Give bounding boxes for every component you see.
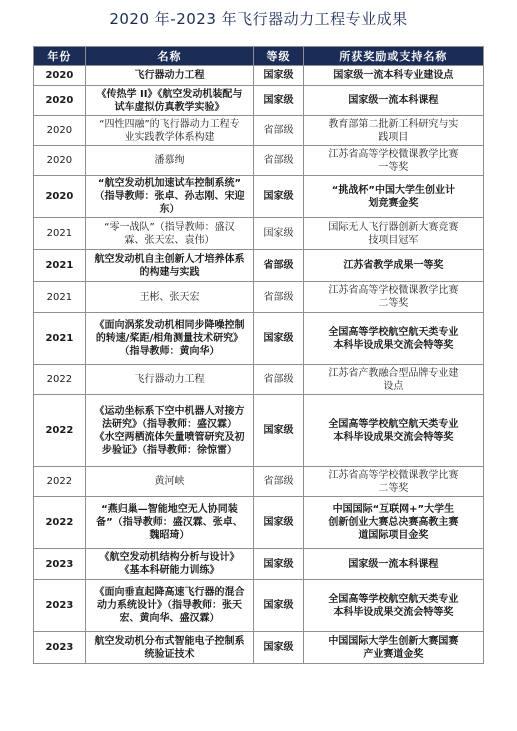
page-title: 2020 年-2023 年飞行器动力工程专业成果 bbox=[109, 10, 408, 28]
cell-name-line: 航空发动机自主创新人才培养体系 bbox=[94, 253, 245, 265]
cell-name-line: 《运动坐标系下空中机器人对接方 bbox=[94, 405, 245, 417]
cell-name-line: （指导教师：黄向华） bbox=[119, 346, 220, 357]
cell-name-line: 飞行器动力工程 bbox=[134, 374, 205, 385]
table-row bbox=[34, 250, 484, 282]
table-row bbox=[34, 580, 484, 632]
table-row bbox=[34, 176, 484, 218]
table-row bbox=[34, 467, 484, 497]
table-row bbox=[34, 86, 484, 116]
cell-name bbox=[85, 497, 253, 549]
cell-name bbox=[85, 395, 253, 467]
table-row bbox=[34, 66, 484, 86]
cell-year: 2022 bbox=[34, 395, 86, 467]
cell-award bbox=[303, 395, 483, 467]
cell-year: 2021 bbox=[34, 313, 86, 365]
cell-award-line: 本科毕设成果交流会特等奖 bbox=[333, 431, 454, 443]
cell-name bbox=[85, 365, 253, 395]
cell-award-line: 二等奖 bbox=[378, 482, 409, 494]
header-name: 名称 bbox=[85, 47, 253, 66]
table-body bbox=[34, 66, 484, 664]
header-award: 所获奖励或支持名称 bbox=[303, 47, 483, 66]
cell-name-line: 王彬、张天宏 bbox=[139, 291, 200, 303]
cell-year: 2021 bbox=[34, 218, 86, 250]
cell-year: 2020 bbox=[34, 176, 86, 218]
cell-level: 国家级 bbox=[254, 580, 304, 632]
cell-award-line: 道国际项目金奖 bbox=[358, 530, 429, 541]
cell-level: 省部级 bbox=[254, 365, 304, 395]
cell-award-line: 二等奖 bbox=[378, 298, 409, 309]
cell-name-line: 航空发动机分布式智能电子控制系 bbox=[94, 635, 245, 647]
cell-year: 2020 bbox=[34, 116, 86, 146]
cell-name-line: 《水空两栖流体矢量喷管研究及初 bbox=[94, 431, 245, 443]
cell-level: 国家级 bbox=[254, 395, 304, 467]
cell-name-line: 宏、黄向华、盛汉霖） bbox=[119, 613, 220, 624]
cell-name-line: 《基本科研能力训练》 bbox=[119, 565, 220, 576]
table-row bbox=[34, 218, 484, 250]
cell-year: 2021 bbox=[34, 250, 86, 282]
cell-year: 2022 bbox=[34, 467, 86, 497]
cell-year: 2022 bbox=[34, 365, 86, 395]
cell-name-line: 动力系统设计》（指导教师：张天 bbox=[96, 600, 242, 611]
cell-award bbox=[303, 580, 483, 632]
cell-award-line: 划竞赛金奖 bbox=[368, 197, 419, 209]
cell-name bbox=[85, 66, 253, 86]
cell-award bbox=[303, 146, 483, 176]
cell-award bbox=[303, 218, 483, 250]
cell-award-line: 中国国际大学生创新大赛国赛 bbox=[328, 635, 459, 647]
cell-name bbox=[85, 313, 253, 365]
cell-name-line: 《面向垂直起降高速飞行器的混合 bbox=[94, 587, 245, 598]
cell-level: 国家级 bbox=[254, 313, 304, 365]
cell-name-line: 黄河峡 bbox=[154, 476, 185, 487]
cell-award-line: 教育部第二批新工科研究与实 bbox=[328, 118, 459, 130]
cell-award bbox=[303, 116, 483, 146]
cell-name-line: “航空发动机加速试车控制系统” bbox=[97, 178, 242, 189]
cell-award-line: 全国高等学校航空航天类专业 bbox=[328, 593, 459, 605]
cell-level: 省部级 bbox=[254, 282, 304, 313]
cell-year: 2020 bbox=[34, 66, 86, 86]
table-row bbox=[34, 497, 484, 549]
table-row bbox=[34, 549, 484, 580]
header-year: 年份 bbox=[34, 47, 86, 66]
cell-year: 2020 bbox=[34, 146, 86, 176]
cell-level: 国家级 bbox=[254, 218, 304, 250]
cell-name bbox=[85, 250, 253, 282]
cell-award-line: 创新创业大赛总决赛高教主赛 bbox=[328, 517, 459, 528]
cell-name-line: 《航空发动机结构分析与设计》 bbox=[99, 552, 240, 563]
cell-level: 国家级 bbox=[254, 66, 304, 86]
cell-name bbox=[85, 146, 253, 176]
cell-name-line: 飞行器动力工程 bbox=[134, 70, 205, 81]
cell-level: 国家级 bbox=[254, 86, 304, 116]
cell-name-line: 魏昭琦） bbox=[149, 530, 190, 541]
cell-award-line: 一等奖 bbox=[378, 161, 409, 173]
cell-level: 省部级 bbox=[254, 250, 304, 282]
cell-award-line: 江苏省产教融合型品牌专业建 bbox=[328, 367, 459, 379]
cell-award bbox=[303, 282, 483, 313]
cell-name-line: 试车虚拟仿真教学实验》 bbox=[114, 101, 225, 113]
table-row bbox=[34, 632, 484, 664]
cell-award-line: 江苏省高等学校微课教学比赛 bbox=[328, 285, 459, 296]
cell-award-line: 产业赛道金奖 bbox=[363, 648, 424, 660]
cell-award-line: 中国国际“互联网+”大学生 bbox=[332, 504, 455, 515]
cell-name-line: “四性四融”的飞行器动力工程专 bbox=[99, 118, 240, 130]
table-header-row bbox=[34, 47, 484, 66]
cell-award-line: 全国高等学校航空航天类专业 bbox=[328, 326, 459, 338]
cell-name-line: 《传热学 II》《航空发动机装配与 bbox=[96, 88, 243, 100]
cell-award-line: 国家级一流本科课程 bbox=[348, 558, 439, 570]
cell-award bbox=[303, 176, 483, 218]
cell-award bbox=[303, 313, 483, 365]
cell-name-line: 步验证》（指导教师：徐惊雷） bbox=[101, 444, 237, 456]
cell-award-line: 践项目 bbox=[378, 131, 409, 143]
table-row bbox=[34, 282, 484, 313]
cell-name-line: 的转速/桨距/相角测量技术研究》 bbox=[95, 333, 244, 344]
cell-name-line: 备”（指导教师：盛汉霖、张卓、 bbox=[96, 517, 243, 528]
cell-level: 国家级 bbox=[254, 176, 304, 218]
cell-name-line: 霖、张天宏、袁伟） bbox=[124, 234, 215, 246]
cell-year: 2022 bbox=[34, 497, 86, 549]
cell-name-line: “零一战队”（指导教师：盛汉 bbox=[104, 221, 235, 233]
cell-name bbox=[85, 549, 253, 580]
cell-name bbox=[85, 467, 253, 497]
cell-award-line: 国家级一流本科专业建设点 bbox=[333, 70, 454, 81]
cell-level: 国家级 bbox=[254, 497, 304, 549]
cell-name bbox=[85, 86, 253, 116]
cell-year: 2020 bbox=[34, 86, 86, 116]
cell-name-line: 《面向涡浆发动机相同步降噪控制 bbox=[94, 320, 245, 331]
cell-name-line: 统验证技术 bbox=[144, 648, 195, 660]
cell-award-line: 国家级一流本科课程 bbox=[348, 95, 439, 106]
cell-award bbox=[303, 66, 483, 86]
cell-award bbox=[303, 467, 483, 497]
cell-award-line: 本科毕设成果交流会特等奖 bbox=[333, 606, 454, 618]
cell-name-line: 东） bbox=[159, 204, 180, 215]
cell-level: 国家级 bbox=[254, 549, 304, 580]
cell-award bbox=[303, 549, 483, 580]
cell-name bbox=[85, 116, 253, 146]
cell-award bbox=[303, 250, 483, 282]
table-row bbox=[34, 146, 484, 176]
cell-name-line: 潘慕绚 bbox=[154, 155, 185, 166]
cell-name bbox=[85, 580, 253, 632]
cell-award-line: 江苏省高等学校微课教学比赛 bbox=[328, 148, 459, 160]
cell-name-line: （指导教师：张卓、孙志刚、宋迎 bbox=[94, 191, 245, 202]
table-row bbox=[34, 395, 484, 467]
cell-name bbox=[85, 218, 253, 250]
cell-award-line: 设点 bbox=[383, 380, 404, 392]
cell-award-line: 技项目冠军 bbox=[368, 234, 419, 246]
cell-name-line: 法研究》（指导教师：盛汉霖） bbox=[101, 418, 237, 430]
cell-level: 省部级 bbox=[254, 467, 304, 497]
cell-name bbox=[85, 176, 253, 218]
cell-award bbox=[303, 497, 483, 549]
cell-name-line: 的构建与实践 bbox=[139, 266, 200, 278]
cell-name bbox=[85, 282, 253, 313]
cell-name-line: 业实践教学体系构建 bbox=[124, 131, 215, 143]
cell-award-line: 全国高等学校航空航天类专业 bbox=[328, 418, 459, 430]
cell-level: 省部级 bbox=[254, 116, 304, 146]
achievements-table bbox=[33, 46, 484, 664]
cell-level: 国家级 bbox=[254, 632, 304, 664]
cell-award bbox=[303, 365, 483, 395]
table-row bbox=[34, 365, 484, 395]
cell-year: 2023 bbox=[34, 580, 86, 632]
cell-name bbox=[85, 632, 253, 664]
table-row bbox=[34, 313, 484, 365]
cell-award bbox=[303, 632, 483, 664]
cell-award bbox=[303, 86, 483, 116]
cell-level: 省部级 bbox=[254, 146, 304, 176]
cell-year: 2023 bbox=[34, 549, 86, 580]
table-row bbox=[34, 116, 484, 146]
cell-award-line: “挑战杯”中国大学生创业计 bbox=[331, 184, 455, 196]
cell-award-line: 本科毕设成果交流会特等奖 bbox=[333, 339, 454, 351]
cell-award-line: 国际无人飞行器创新大赛竞赛 bbox=[328, 221, 459, 233]
cell-name-line: “燕归巢—智能地空无人协同装 bbox=[101, 504, 238, 515]
cell-year: 2021 bbox=[34, 282, 86, 313]
header-level: 等级 bbox=[254, 47, 304, 66]
cell-year: 2023 bbox=[34, 632, 86, 664]
cell-award-line: 江苏省教学成果一等奖 bbox=[343, 260, 444, 271]
cell-award-line: 江苏省高等学校微课教学比赛 bbox=[328, 469, 459, 481]
